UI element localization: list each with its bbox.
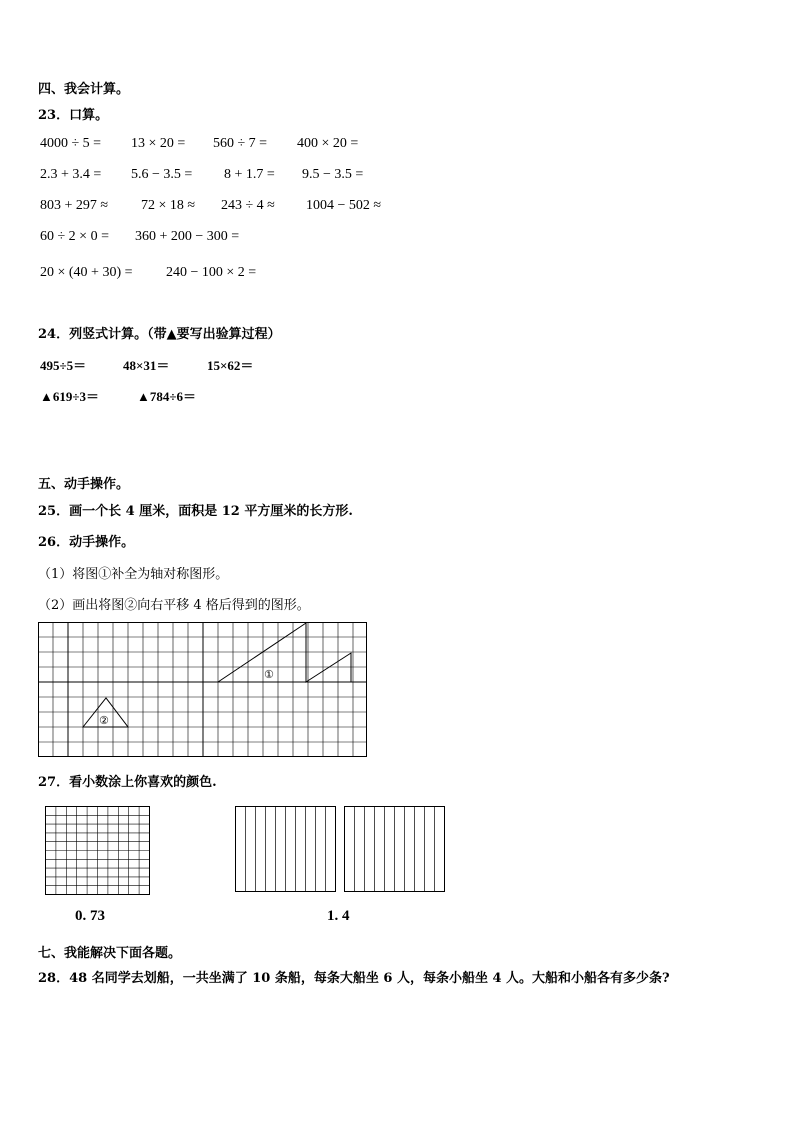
- tenths-strip-1: [235, 806, 337, 893]
- caption-decimal-1: 0. 73: [75, 908, 105, 924]
- q28-text: 28．48 名同学去划船，一共坐满了 10 条船，每条大船坐 6 人，每条小船坐 4 人。大船和小船各有多少条?: [38, 971, 670, 986]
- operation-grid: [38, 622, 368, 758]
- calc-item: 9.5 − 3.5 =: [302, 167, 364, 182]
- section-4-title: 四、我会计算。: [38, 82, 130, 97]
- figure-1-label: ①: [264, 668, 274, 681]
- calc-item: 243 ÷ 4 ≈: [221, 198, 275, 213]
- calc-item: 803 + 297 ≈: [40, 198, 109, 213]
- hundred-grid: [45, 806, 151, 896]
- q26-sub1: （1）将图①补全为轴对称图形。: [38, 567, 229, 582]
- q23-title: 23．口算。: [38, 108, 109, 123]
- calc-item: 60 ÷ 2 × 0 =: [40, 229, 109, 244]
- tenths-strip-2: [344, 806, 446, 893]
- caption-decimal-2: 1. 4: [327, 908, 350, 924]
- calc-item: 1004 − 502 ≈: [306, 198, 382, 213]
- section-7-title: 七、我能解决下面各题。: [38, 946, 182, 961]
- calc-item: 5.6 − 3.5 =: [131, 167, 193, 182]
- q24-title: 24．列竖式计算。（带▲要写出验算过程）: [38, 327, 281, 342]
- calc-item: 13 × 20 =: [131, 136, 186, 151]
- q26-title: 26．动手操作。: [38, 535, 135, 550]
- vertical-calc-item: 48×31＝: [123, 358, 170, 373]
- q27-title: 27．看小数涂上你喜欢的颜色.: [38, 775, 217, 790]
- calc-item: 8 + 1.7 =: [224, 167, 275, 182]
- figure-1-shape: [218, 623, 351, 682]
- calc-item: 2.3 + 3.4 =: [40, 167, 102, 182]
- figure-2-label: ②: [99, 714, 109, 727]
- calc-item: 72 × 18 ≈: [141, 198, 196, 213]
- q25-text: 25．画一个长 4 厘米，面积是 12 平方厘米的长方形.: [38, 504, 353, 519]
- vertical-calc-item: ▲619÷3＝: [40, 389, 100, 404]
- section-5-title: 五、动手操作。: [38, 477, 130, 492]
- calc-item: 4000 ÷ 5 =: [40, 136, 102, 151]
- calc-item: 240 − 100 × 2 =: [166, 265, 257, 280]
- calc-item: 360 + 200 − 300 =: [135, 229, 240, 244]
- q26-sub2: （2）画出将图②向右平移 4 格后得到的图形。: [38, 598, 310, 613]
- vertical-calc-item: 495÷5＝: [40, 358, 87, 373]
- calc-item: 20 × (40 + 30) =: [40, 265, 133, 280]
- calc-item: 400 × 20 =: [297, 136, 359, 151]
- vertical-calc-item: ▲784÷6＝: [137, 389, 197, 404]
- calc-item: 560 ÷ 7 =: [213, 136, 268, 151]
- vertical-calc-item: 15×62＝: [207, 358, 254, 373]
